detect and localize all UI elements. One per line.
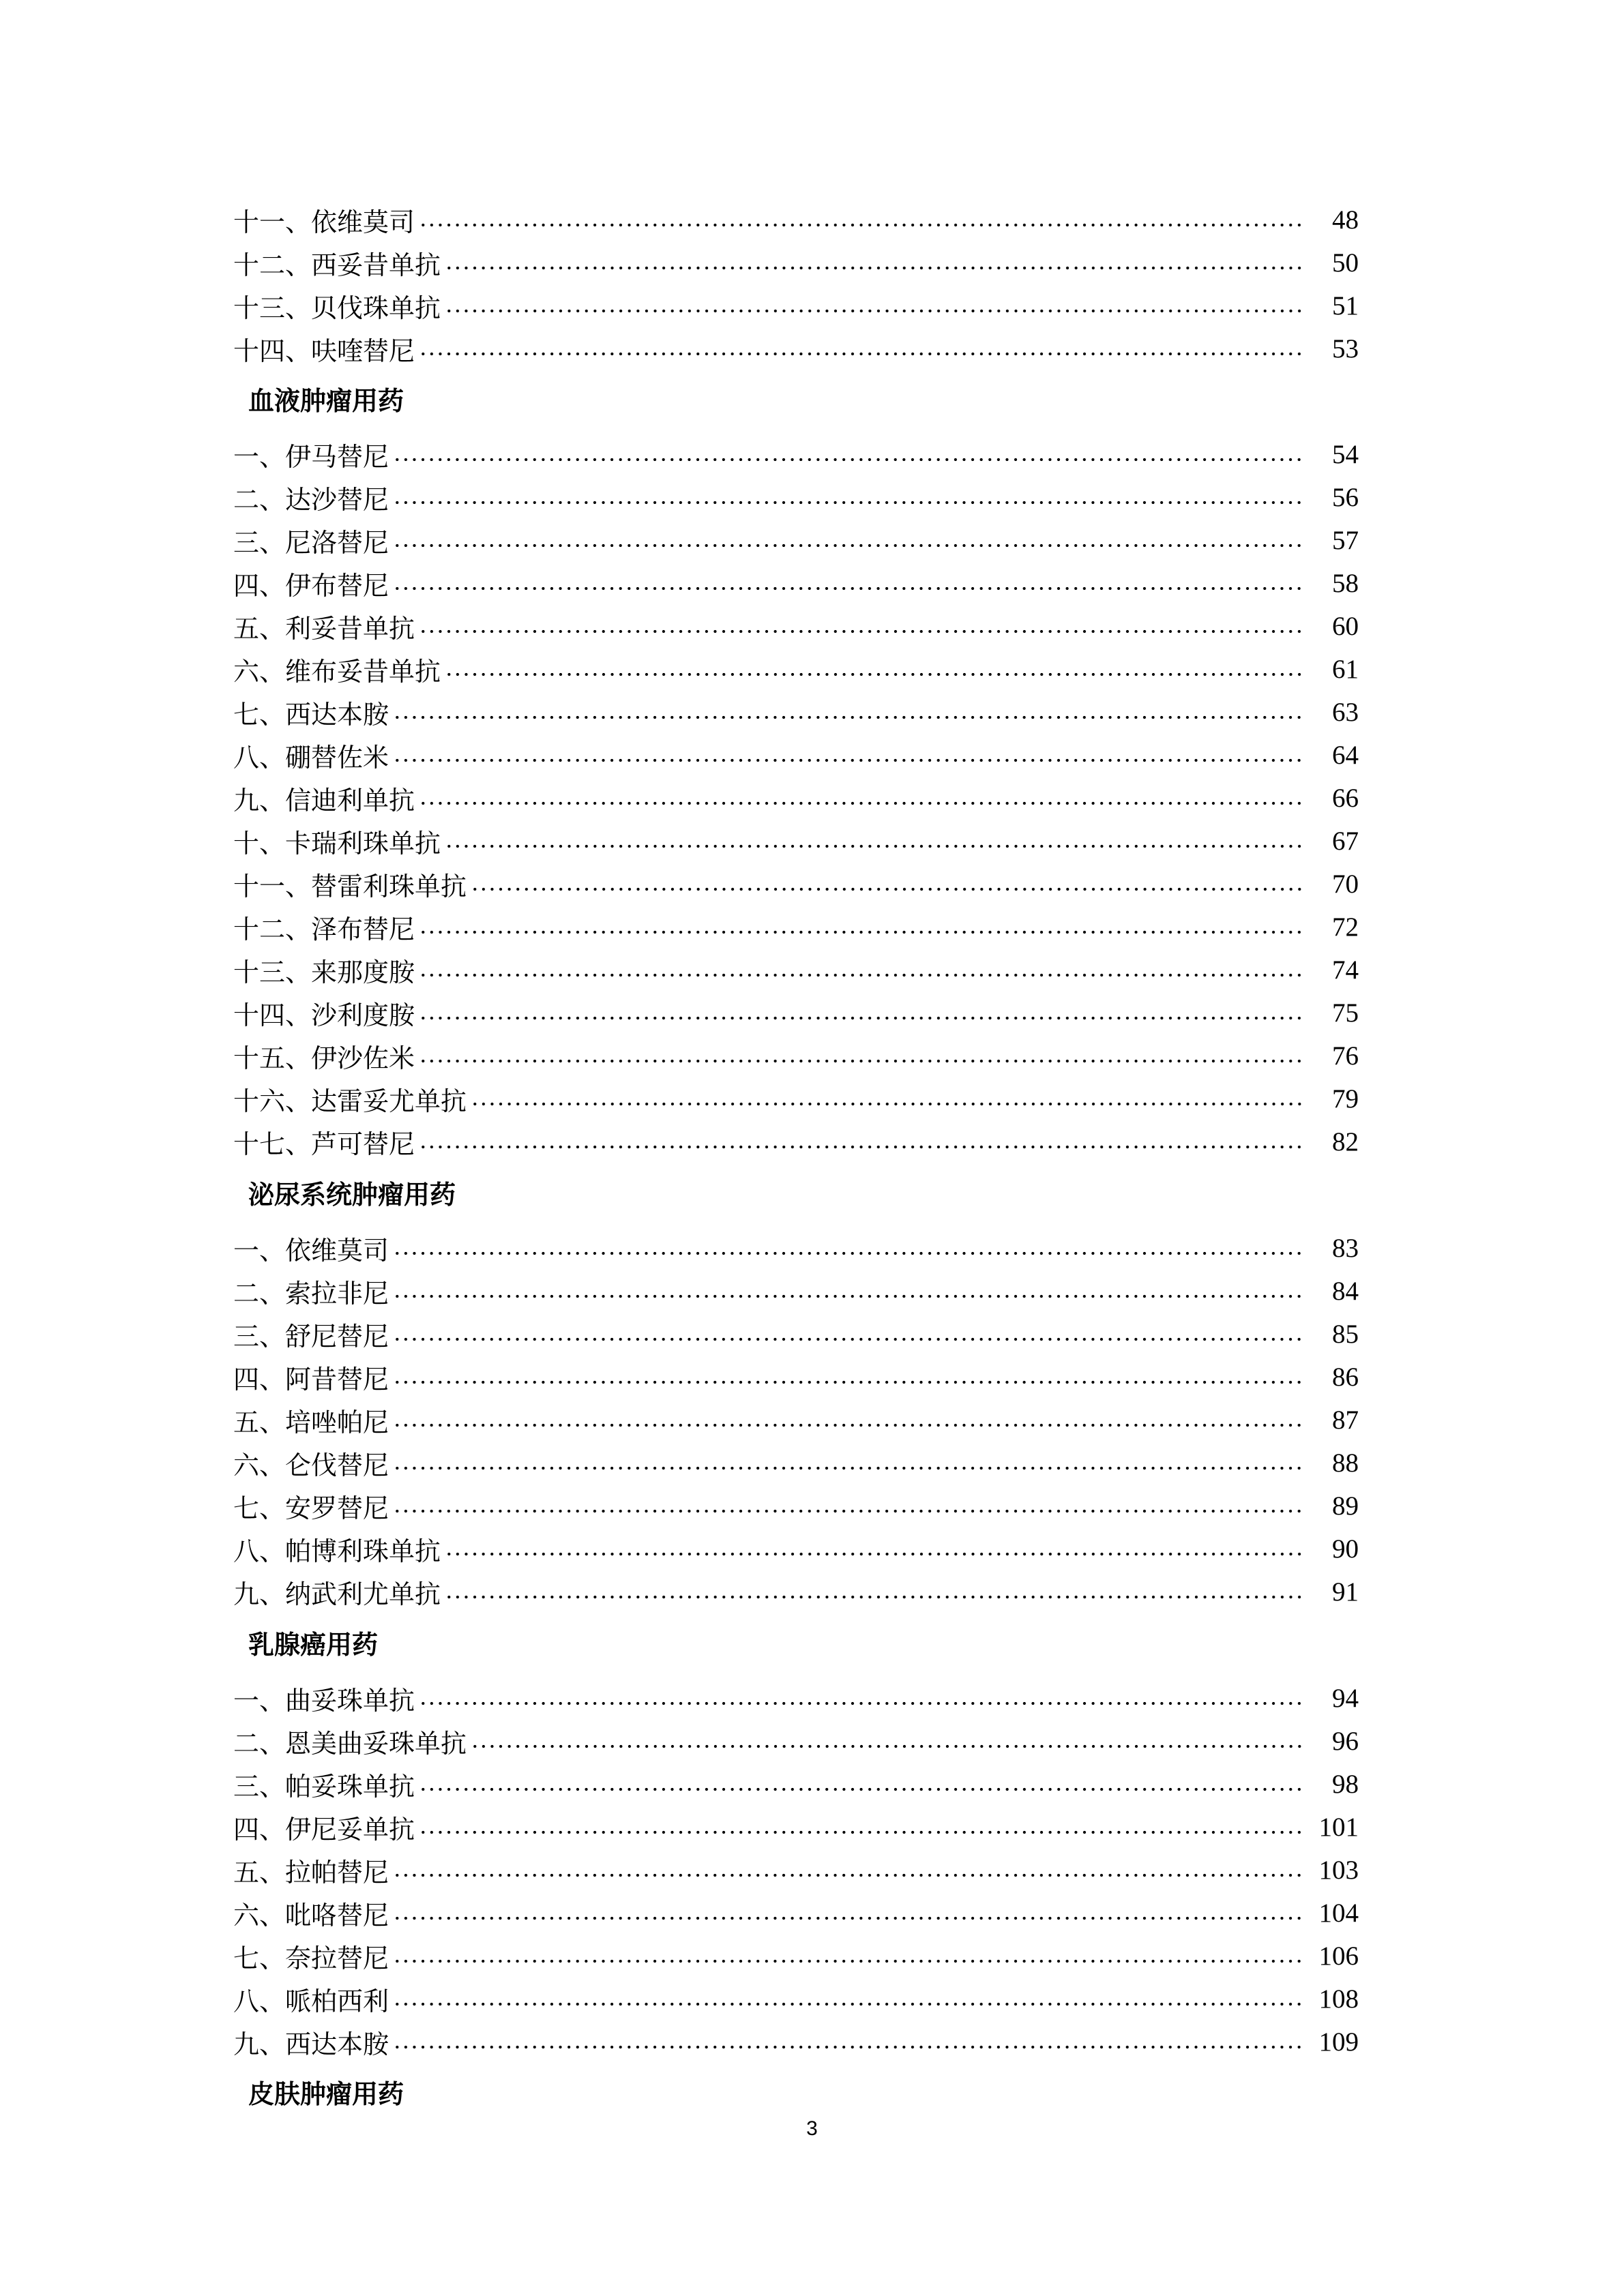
toc-entry-page: 54 — [1332, 439, 1359, 469]
toc-entry[interactable] — [233, 1485, 1359, 1526]
dot-leader — [419, 1701, 1304, 1705]
dot-leader — [445, 266, 1304, 270]
toc-entry[interactable] — [233, 2021, 1359, 2062]
toc-entry-title: 三、尼洛替尼 — [233, 527, 389, 558]
toc-entry-page: 109 — [1318, 2027, 1359, 2057]
toc-entry[interactable] — [233, 992, 1359, 1033]
dot-leader — [471, 1102, 1304, 1106]
toc-entry-page: 74 — [1332, 955, 1359, 985]
toc-entry-title: 十、卡瑞利珠单抗 — [233, 828, 441, 859]
toc-entry-title: 十七、芦可替尼 — [233, 1129, 415, 1159]
toc-entry[interactable] — [233, 434, 1359, 475]
dot-leader — [445, 1595, 1304, 1599]
toc-entry-page: 48 — [1332, 205, 1359, 235]
toc-entry-title: 四、伊布替尼 — [233, 570, 389, 601]
toc-entry[interactable] — [233, 199, 1359, 240]
toc-entry-page: 84 — [1332, 1276, 1359, 1306]
dot-leader — [393, 1294, 1304, 1298]
dot-leader — [393, 1423, 1304, 1427]
dot-leader — [393, 586, 1304, 591]
toc-entry[interactable] — [233, 863, 1359, 904]
toc-entry-page: 50 — [1332, 248, 1359, 278]
toc-entry-page: 94 — [1332, 1683, 1359, 1713]
toc-entry-title: 四、伊尼妥单抗 — [233, 1814, 415, 1845]
toc-entry-title: 十三、来那度胺 — [233, 957, 415, 987]
toc-entry[interactable] — [233, 1227, 1359, 1268]
dot-leader — [419, 973, 1304, 977]
toc-entry-page: 83 — [1332, 1233, 1359, 1263]
toc-entry-title: 十四、呋喹替尼 — [233, 336, 415, 366]
toc-entry-page: 70 — [1332, 869, 1359, 899]
toc-entry-title: 十二、西妥昔单抗 — [233, 250, 441, 280]
dot-leader — [419, 1787, 1304, 1791]
section-heading: 血液肿瘤用药 — [248, 386, 404, 416]
toc-entry-title: 一、伊马替尼 — [233, 441, 389, 472]
toc-entry-title: 八、硼替佐米 — [233, 742, 389, 773]
toc-entry-page: 82 — [1332, 1127, 1359, 1157]
toc-entry[interactable] — [233, 1678, 1359, 1718]
toc-entry-title: 十五、伊沙佐米 — [233, 1043, 415, 1073]
dot-leader — [393, 1337, 1304, 1341]
toc-entry-page: 76 — [1332, 1041, 1359, 1071]
toc-entry-title: 五、培唑帕尼 — [233, 1407, 389, 1437]
dot-leader — [445, 672, 1304, 676]
toc-entry-page: 66 — [1332, 783, 1359, 813]
toc-entry[interactable] — [233, 563, 1359, 603]
dot-leader — [393, 2045, 1304, 2049]
toc-entry-title: 六、吡咯替尼 — [233, 1900, 389, 1930]
dot-leader — [393, 1251, 1304, 1255]
toc-entry-title: 八、帕博利珠单抗 — [233, 1536, 441, 1566]
toc-entry-page: 86 — [1332, 1362, 1359, 1392]
dot-leader — [393, 1873, 1304, 1877]
toc-entry-page: 89 — [1332, 1491, 1359, 1521]
toc-entry-page: 75 — [1332, 998, 1359, 1028]
toc-entry-page: 51 — [1332, 290, 1359, 320]
dot-leader — [419, 1016, 1304, 1020]
toc-entry[interactable] — [233, 1121, 1359, 1162]
toc-entry[interactable] — [233, 520, 1359, 561]
toc-entry-title: 一、曲妥珠单抗 — [233, 1685, 415, 1716]
toc-entry[interactable] — [233, 777, 1359, 818]
dot-leader — [445, 309, 1304, 313]
dot-leader — [393, 715, 1304, 719]
toc-entry-page: 67 — [1332, 826, 1359, 856]
toc-entry[interactable] — [233, 1978, 1359, 2019]
toc-entry-page: 87 — [1332, 1405, 1359, 1435]
toc-entry-title: 十六、达雷妥尤单抗 — [233, 1086, 467, 1116]
toc-entry-page: 91 — [1332, 1577, 1359, 1607]
toc-entry[interactable] — [233, 1270, 1359, 1311]
toc-entry-title: 九、信迪利单抗 — [233, 785, 415, 816]
toc-entry[interactable] — [233, 477, 1359, 518]
toc-entry-page: 101 — [1318, 1812, 1359, 1842]
toc-entry-title: 十一、替雷利珠单抗 — [233, 871, 467, 901]
toc-entry-page: 88 — [1332, 1448, 1359, 1478]
toc-entry[interactable] — [233, 1806, 1359, 1847]
toc-entry-title: 十二、泽布替尼 — [233, 914, 415, 944]
toc-entry[interactable] — [233, 1849, 1359, 1890]
toc-entry-page: 98 — [1332, 1769, 1359, 1799]
toc-entry-title: 五、利妥昔单抗 — [233, 613, 415, 644]
section-heading: 泌尿系统肿瘤用药 — [248, 1180, 456, 1210]
toc-entry[interactable] — [233, 1892, 1359, 1933]
dot-leader — [445, 844, 1304, 848]
toc-entry-page: 104 — [1318, 1898, 1359, 1928]
dot-leader — [393, 1916, 1304, 1920]
toc-entry-page: 103 — [1318, 1855, 1359, 1885]
page-number: 3 — [806, 2117, 818, 2140]
toc-entry-title: 三、帕妥珠单抗 — [233, 1771, 415, 1802]
toc-entry-title: 一、依维莫司 — [233, 1235, 389, 1266]
toc-entry-title: 二、达沙替尼 — [233, 484, 389, 515]
toc-entry-title: 十四、沙利度胺 — [233, 1000, 415, 1030]
toc-entry[interactable] — [233, 285, 1359, 326]
dot-leader — [393, 758, 1304, 762]
toc-entry-page: 56 — [1332, 482, 1359, 512]
toc-entry-title: 七、西达本胺 — [233, 699, 389, 730]
toc-entry-page: 61 — [1332, 654, 1359, 684]
toc-entry[interactable] — [233, 242, 1359, 283]
toc-entry-page: 85 — [1332, 1319, 1359, 1349]
toc-entry-page: 57 — [1332, 525, 1359, 555]
toc-entry-page: 64 — [1332, 740, 1359, 770]
section-heading: 皮肤肿瘤用药 — [248, 2079, 404, 2109]
toc-entry-page: 96 — [1332, 1726, 1359, 1756]
toc-entry-page: 63 — [1332, 697, 1359, 727]
toc-entry[interactable] — [233, 734, 1359, 775]
toc-entry[interactable] — [233, 1571, 1359, 1612]
dot-leader — [393, 1466, 1304, 1470]
dot-leader — [419, 930, 1304, 934]
toc-entry[interactable] — [233, 691, 1359, 732]
toc-entry[interactable] — [233, 328, 1359, 369]
toc-entry-title: 九、西达本胺 — [233, 2029, 389, 2059]
dot-leader — [419, 801, 1304, 805]
toc-entry-page: 60 — [1332, 611, 1359, 641]
dot-leader — [419, 1059, 1304, 1063]
dot-leader — [393, 1959, 1304, 1963]
toc-entry-page: 53 — [1332, 333, 1359, 363]
toc-entry[interactable] — [233, 1442, 1359, 1483]
section-heading: 乳腺癌用药 — [248, 1630, 379, 1660]
dot-leader — [471, 887, 1304, 891]
toc-entry-title: 五、拉帕替尼 — [233, 1857, 389, 1888]
toc-entry[interactable] — [233, 1935, 1359, 1976]
toc-entry-title: 六、仑伐替尼 — [233, 1450, 389, 1480]
toc-entry[interactable] — [233, 1763, 1359, 1804]
toc-entry[interactable] — [233, 820, 1359, 861]
toc-entry-page: 58 — [1332, 568, 1359, 598]
toc-entry[interactable] — [233, 1399, 1359, 1440]
toc-entry[interactable] — [233, 1720, 1359, 1761]
dot-leader — [419, 223, 1304, 227]
dot-leader — [419, 1830, 1304, 1834]
dot-leader — [419, 629, 1304, 633]
toc-entry[interactable] — [233, 648, 1359, 689]
toc-entry-page: 108 — [1318, 1984, 1359, 2014]
toc-entry-page: 72 — [1332, 912, 1359, 942]
toc-entry-title: 七、奈拉替尼 — [233, 1943, 389, 1973]
toc-entry-page: 106 — [1318, 1941, 1359, 1971]
toc-entry[interactable] — [233, 1313, 1359, 1354]
dot-leader — [393, 2002, 1304, 2006]
dot-leader — [471, 1744, 1304, 1748]
toc-entry-title: 四、阿昔替尼 — [233, 1364, 389, 1395]
toc-entry[interactable] — [233, 1356, 1359, 1397]
dot-leader — [419, 352, 1304, 356]
dot-leader — [419, 1145, 1304, 1149]
toc-entry-title: 七、安罗替尼 — [233, 1493, 389, 1523]
toc-entry-page: 79 — [1332, 1084, 1359, 1114]
dot-leader — [393, 1380, 1304, 1384]
dot-leader — [445, 1552, 1304, 1556]
toc-entry-title: 十一、依维莫司 — [233, 207, 415, 237]
dot-leader — [393, 458, 1304, 462]
toc-entry[interactable] — [233, 1078, 1359, 1119]
toc-entry-title: 八、哌柏西利 — [233, 1986, 389, 2016]
dot-leader — [393, 1509, 1304, 1513]
toc-entry-title: 六、维布妥昔单抗 — [233, 656, 441, 687]
toc-entry[interactable] — [233, 606, 1359, 646]
dot-leader — [393, 501, 1304, 505]
toc-entry[interactable] — [233, 1035, 1359, 1076]
toc-entry-title: 二、恩美曲妥珠单抗 — [233, 1728, 467, 1759]
toc-entry-page: 90 — [1332, 1534, 1359, 1564]
toc-entry[interactable] — [233, 1528, 1359, 1569]
toc-entry[interactable] — [233, 906, 1359, 947]
toc-entry-title: 二、索拉非尼 — [233, 1278, 389, 1309]
toc-entry[interactable] — [233, 949, 1359, 990]
toc-entry-title: 十三、贝伐珠单抗 — [233, 293, 441, 323]
dot-leader — [393, 543, 1304, 548]
toc-entry-title: 九、纳武利尤单抗 — [233, 1579, 441, 1609]
toc-entry-title: 三、舒尼替尼 — [233, 1321, 389, 1352]
